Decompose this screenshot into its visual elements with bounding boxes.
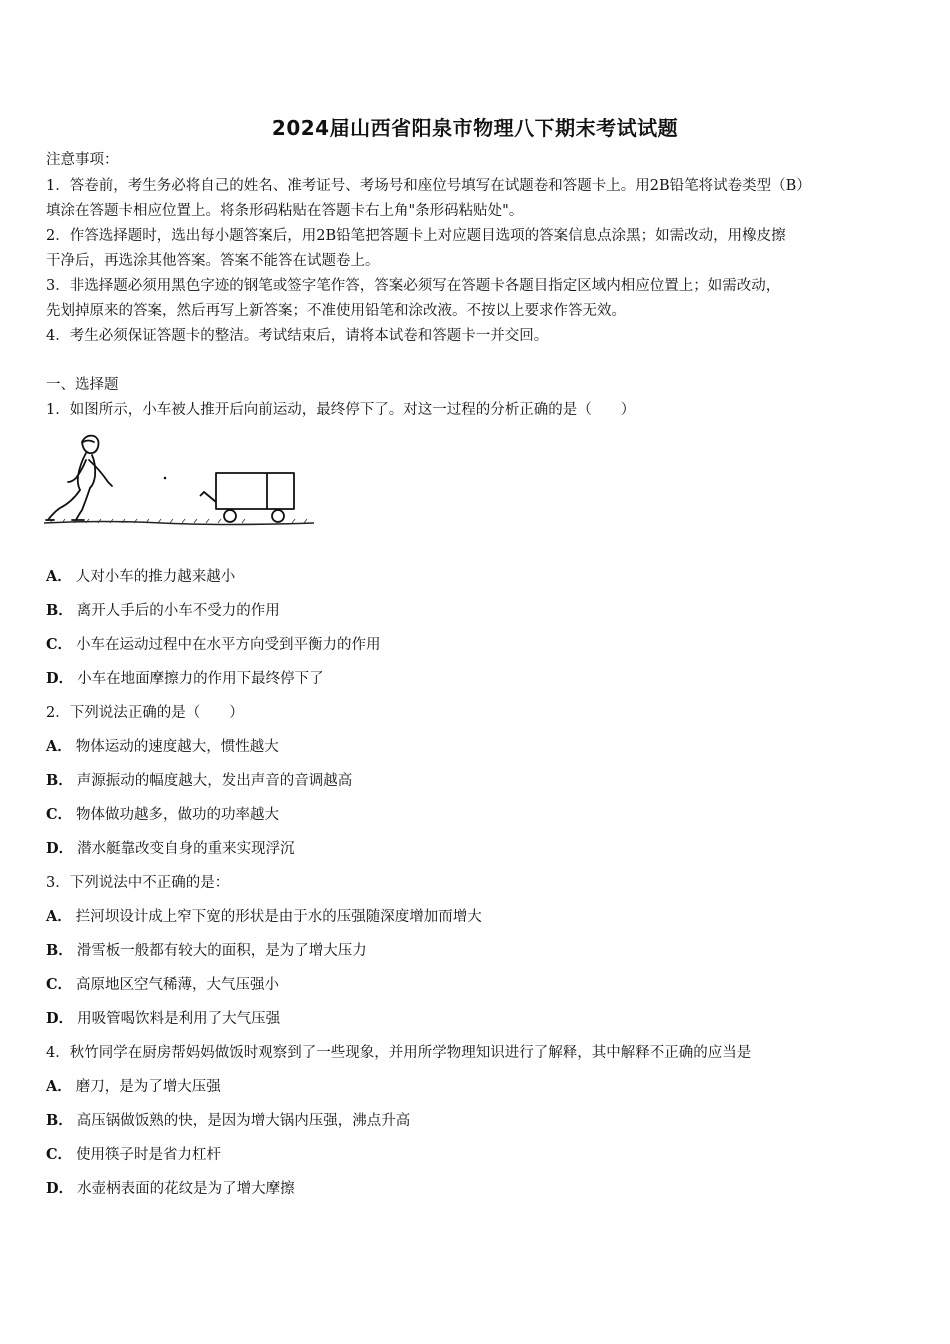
option-c	[46, 635, 381, 655]
notice-line: 填涂在答题卡相应位置上。将条形码粘贴在答题卡右上角"条形码粘贴处"。	[46, 203, 524, 219]
option-b	[46, 601, 280, 621]
option-b	[46, 771, 352, 791]
option-text: 高压锅做饭熟的快，是因为增大锅内压强，沸点升高	[76, 1113, 411, 1129]
option-a	[46, 1077, 221, 1097]
option-a	[46, 567, 235, 587]
option-letter: B．	[46, 602, 73, 619]
notice-heading: 注意事项：	[46, 152, 119, 168]
question-stem: 4．秋竹同学在厨房帮妈妈做饭时观察到了一些现象，并用所学物理知识进行了解释，其中解释不正确的应当是	[46, 1045, 752, 1061]
notice-line: 4．考生必须保证答题卡的整洁。考试结束后，请将本试卷和答题卡一并交回。	[46, 328, 549, 344]
notice-line: 先划掉原来的答案，然后再写上新答案；不准使用铅笔和涂改液。不按以上要求作答无效。	[46, 303, 626, 319]
option-text: 滑雪板一般都有较大的面积，是为了增大压力	[76, 943, 367, 959]
option-text: 磨刀，是为了增大压强	[75, 1079, 221, 1095]
option-text: 物体做功越多，做功的功率越大	[76, 807, 280, 823]
option-text: 使用筷子时是省力杠杆	[76, 1147, 222, 1163]
person-pushing-cart-figure	[42, 430, 322, 530]
option-text: 潜水艇靠改变自身的重来实现浮沉	[77, 841, 295, 857]
option-b	[46, 941, 367, 961]
option-letter: A．	[46, 738, 72, 755]
option-c	[46, 975, 279, 995]
option-letter: B．	[46, 772, 73, 789]
option-d	[46, 1179, 295, 1199]
option-text: 物体运动的速度越大，惯性越大	[75, 739, 279, 755]
option-b	[46, 1111, 410, 1131]
option-text: 人对小车的推力越来越小	[75, 569, 236, 585]
option-letter: C．	[46, 636, 73, 653]
option-text: 用吸管喝饮料是利用了大气压强	[77, 1011, 281, 1027]
option-d	[46, 669, 324, 689]
option-c	[46, 805, 279, 825]
option-letter: C．	[46, 806, 73, 823]
exam-title: 2024届山西省阳泉市物理八下期末考试试题	[271, 116, 679, 140]
section-heading: 一、选择题	[46, 377, 119, 393]
option-letter: A．	[46, 568, 72, 585]
notice-line: 1．答卷前，考生务必将自己的姓名、准考证号、考场号和座位号填写在试题卷和答题卡上。用2B铅笔将试卷类型（B）	[46, 178, 811, 194]
option-letter: D．	[46, 670, 74, 687]
option-c	[46, 1145, 221, 1165]
option-text: 声源振动的幅度越大，发出声音的音调越高	[76, 773, 353, 789]
option-d	[46, 839, 295, 859]
option-a	[46, 907, 482, 927]
option-letter: B．	[46, 1112, 73, 1129]
option-letter: D．	[46, 1010, 74, 1027]
option-letter: C．	[46, 1146, 73, 1163]
notice-line: 2．作答选择题时，选出每小题答案后，用2B铅笔把答题卡上对应题目选项的答案信息点涂黑；如需改动，用橡皮擦	[46, 228, 786, 244]
question-stem: 2．下列说法正确的是（ ）	[46, 705, 244, 721]
option-letter: A．	[46, 1078, 72, 1095]
option-text: 小车在地面摩擦力的作用下最终停下了	[77, 671, 324, 687]
notice-line: 3．非选择题必须用黑色字迹的钢笔或签字笔作答，答案必须写在答题卡各题目指定区域内相应位置上；如需改动，	[46, 278, 781, 294]
option-d	[46, 1009, 280, 1029]
option-a	[46, 737, 279, 757]
option-text: 拦河坝设计成上窄下宽的形状是由于水的压强随深度增加而增大	[75, 909, 482, 925]
notice-line: 干净后，再选涂其他答案。答案不能答在试题卷上。	[46, 253, 380, 269]
option-letter: D．	[46, 1180, 74, 1197]
option-letter: C．	[46, 976, 73, 993]
option-letter: B．	[46, 942, 73, 959]
option-letter: A．	[46, 908, 72, 925]
option-text: 高原地区空气稀薄，大气压强小	[76, 977, 280, 993]
question-stem: 3．下列说法中不正确的是：	[46, 875, 230, 891]
option-text: 小车在运动过程中在水平方向受到平衡力的作用	[76, 637, 381, 653]
option-text: 水壶柄表面的花纹是为了增大摩擦	[77, 1181, 295, 1197]
option-text: 离开人手后的小车不受力的作用	[76, 603, 280, 619]
question-stem: 1．如图所示，小车被人推开后向前运动，最终停下了。对这一过程的分析正确的是（ ）	[46, 402, 636, 418]
option-letter: D．	[46, 840, 74, 857]
